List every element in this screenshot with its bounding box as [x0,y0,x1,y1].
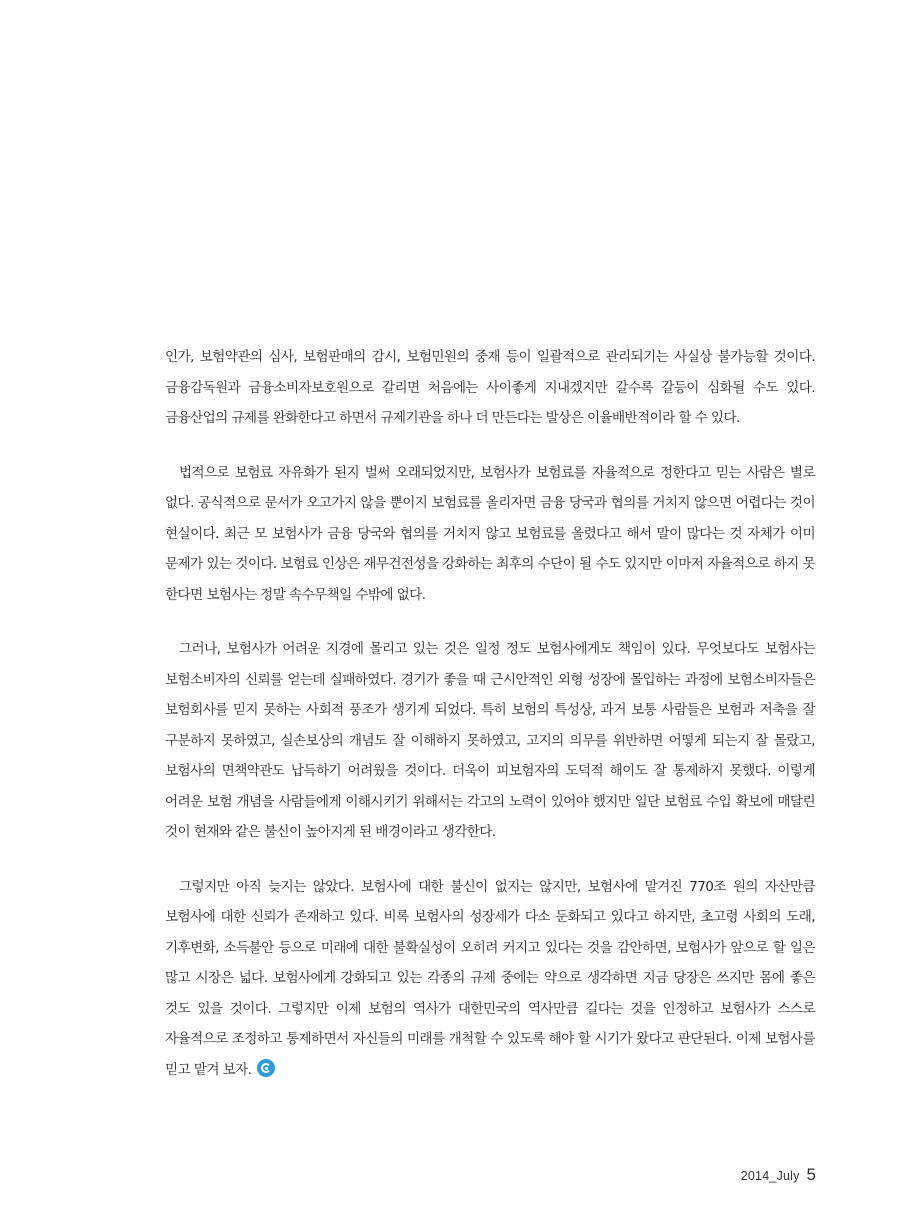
article-end-logo-icon [257,1059,275,1077]
page-number: 5 [806,1165,816,1184]
article-paragraph-3: 그러나, 보험사가 어려운 지경에 몰리고 있는 것은 일정 정도 보험사에게도 책임이 있다. 무엇보다도 보험사는 보험소비자의 신뢰를 얻는데 실패하였다. 경기가 좋을 때 근시안적인 외형 성장에 몰입하는 과정에 보험소비자들은 보험회사를 믿지 못하는 사회적 풍조가 생기게 되었다. 특히 보험의 특성상, 과거 보통 사람들은 보험과 저축을 잘 구분하지 못하였고, 실손보상의 개념도 잘 이해하지 못하였고, 고지의 의무를 위반하면 어떻게 되는지 잘 몰랐고, 보험사의 면책약관도 납득하기 어려웠을 것이다. 더욱이 피보험자의 도덕적 해이도 잘 통제하지 못했다. 이렇게 어려운 보험 개념을 사람들에게 이해시키기 위해서는 각고의 노력이 있어야 했지만 일단 보험료 수입 확보에 매달린 것이 현재와 같은 불신이 높아지게 된 배경이라고 생각한다. [165,641,815,840]
issue-label: 2014_July [740,1169,800,1183]
article-paragraph-1: 인가, 보험약관의 심사, 보험판매의 감시, 보험민원의 중재 등이 일괄적으로 관리되기는 사실상 불가능할 것이다. 금융감독원과 금융소비자보호원으로 갈리면 처음에는 사이좋게 지내겠지만 갈수록 갈등이 심화될 수도 있다. 금융산업의 규제를 완화한다고 하면서 규제기관을 하나 더 만든다는 발상은 이율배반적이라 할 수 있다. [165,349,815,426]
article-paragraph-4 [165,872,815,1086]
article-paragraph-2: 법적으로 보험료 자유화가 된지 벌써 오래되었지만, 보험사가 보험료를 자율적으로 정한다고 믿는 사람은 별로 없다. 공식적으로 문서가 오고가지 않을 뿐이지 보험료를 올리자면 금융 당국과 협의를 거치지 않으면 어렵다는 것이 현실이다. 최근 모 보험사가 금융 당국와 협의를 거치지 않고 보험료를 올렸다고 해서 말이 많다는 것 자체가 이미 문제가 있는 것이다. 보험료 인상은 재무건전성을 강화하는 최후의 수단이 될 수도 있지만 이마저 자율적으로 하지 못 한다면 보험사는 정말 속수무책일 수밖에 없다. [165,464,815,603]
page-footer [741,1165,816,1185]
article-body [165,342,815,1109]
article-paragraph-4-text: 그렇지만 아직 늦지는 않았다. 보험사에 대한 불신이 없지는 않지만, 보험사에 맡겨진 770조 원의 자산만큼 보험사에 대한 신뢰가 존재하고 있다. 비록 보험사의 성장세가 다소 둔화되고 있다고 하지만, 초고령 사회의 도래, 기후변화, 소득불안 등으로 미래에 대한 불확실성이 오히려 커지고 있다는 것을 감안하면, 보험사가 앞으로 할 일은 많고 시장은 넓다. 보험사에게 강화되고 있는 각종의 규제 중에는 약으로 생각하면 지금 당장은 쓰지만 몸에 좋은 것도 있을 것이다. 그렇지만 이제 보험의 역사가 대한민국의 역사만큼 길다는 것을 인정하고 보험사가 스스로 자율적으로 조정하고 통제하면서 자신들의 미래를 개척할 수 있도록 해야 할 시기가 왔다고 판단된다. 이제 보험사를 믿고 맡겨 보자. [165,878,815,1078]
